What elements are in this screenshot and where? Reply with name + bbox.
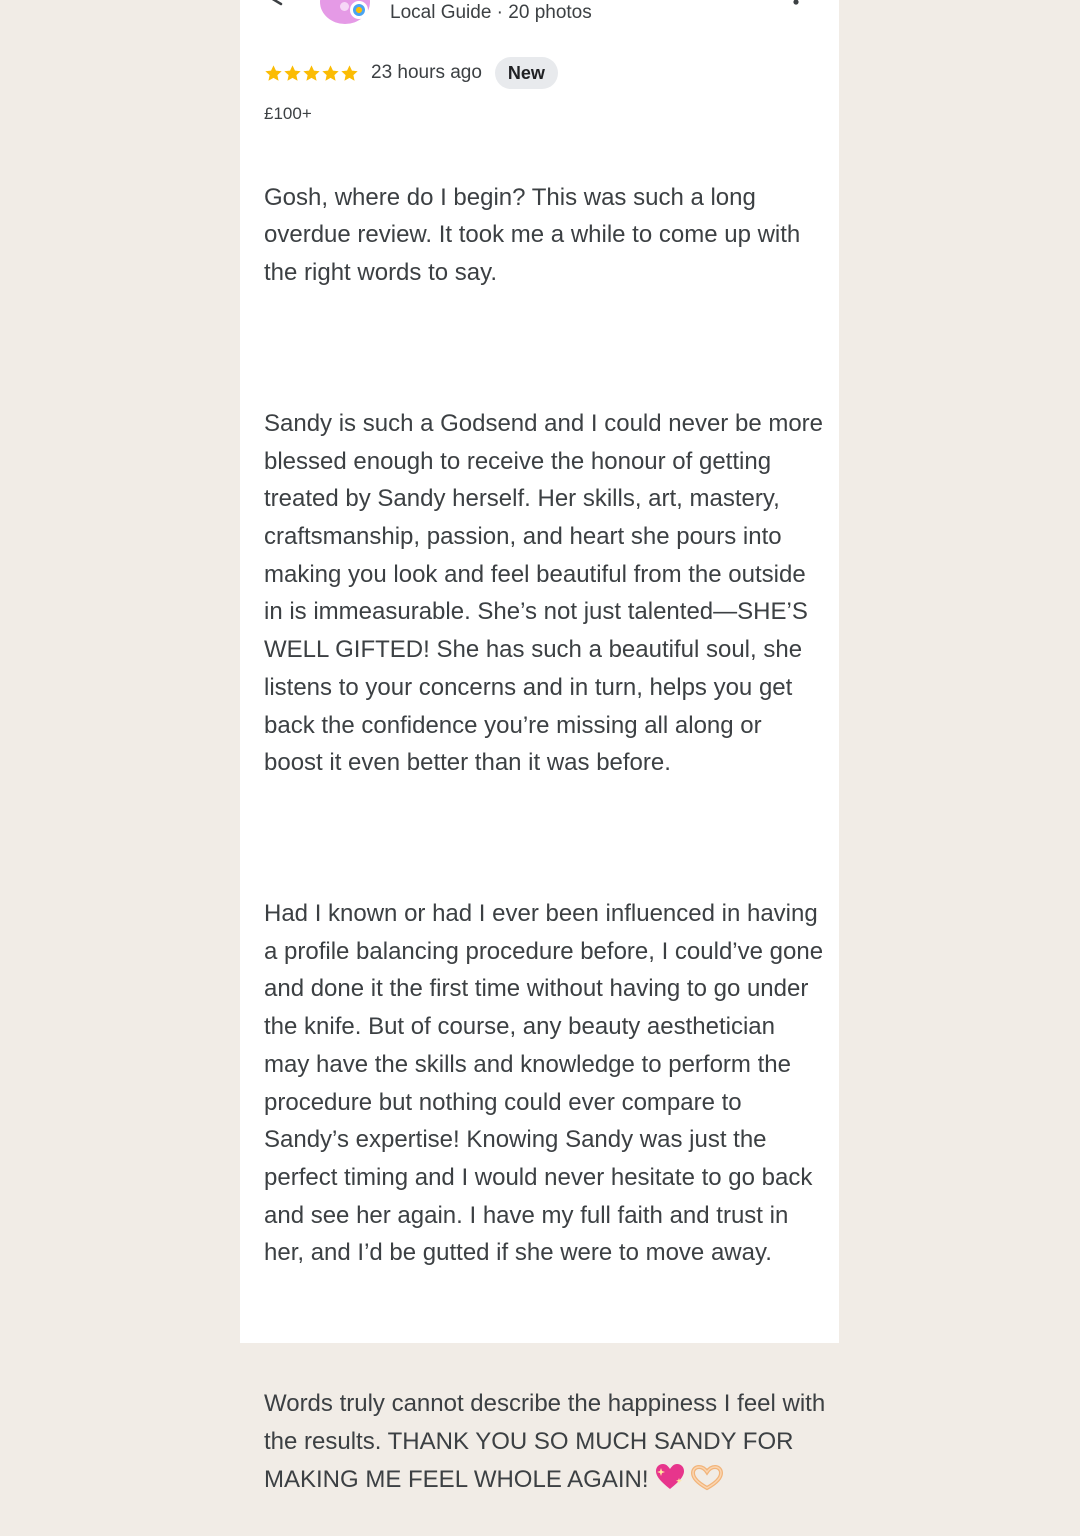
avatar[interactable] bbox=[320, 0, 370, 24]
star-icon bbox=[283, 64, 302, 83]
more-vert-icon[interactable] bbox=[791, 0, 801, 14]
sparkling-heart-emoji bbox=[655, 1463, 685, 1491]
star-icon bbox=[264, 64, 283, 83]
star-icon bbox=[321, 64, 340, 83]
review-paragraph: Sandy is such a Godsend and I could never be more blessed enough to receive the honour of getting treated by Sandy herself. Her skills, art, mastery, craftsmanship, passion, and heart she pours into making you look and feel beautiful from the outside in is immeasurable. She’s not just talented—SHE’S WELL GIFTED! She has such a beautiful soul, she listens to your concerns and in turn, helps you get back the confidence you’re missing all along or boost it even better than it was before. bbox=[264, 409, 824, 777]
new-badge: New bbox=[495, 57, 558, 89]
review-paragraph-text: Words truly cannot describe the happiness I feel with the results. THANK YOU SO MUCH SANDY FOR MAKING ME FEEL WHOLE AGAIN! bbox=[264, 1390, 826, 1493]
review-card bbox=[240, 0, 839, 1493]
heart-hands-emoji bbox=[691, 1465, 723, 1491]
local-guide-info: Local Guide · 20 photos bbox=[390, 2, 592, 23]
local-guide-badge-icon bbox=[350, 1, 368, 19]
star-icon bbox=[302, 64, 321, 83]
price-range: £100+ bbox=[264, 104, 312, 123]
rating-row bbox=[264, 56, 558, 90]
review-paragraph: Gosh, where do I begin? This was such a long overdue review. It took me a while to come up with the right words to say. bbox=[264, 183, 801, 287]
review-paragraph bbox=[264, 1385, 826, 1498]
review-time: 23 hours ago bbox=[371, 62, 482, 83]
back-arrow-icon[interactable] bbox=[267, 0, 297, 12]
star-rating bbox=[264, 64, 359, 83]
review-text bbox=[264, 141, 826, 1536]
star-icon bbox=[340, 64, 359, 83]
avatar-image bbox=[340, 2, 349, 11]
review-paragraph: Had I known or had I ever been influenced in having a profile balancing procedure before, I could’ve gone and done it the first time without having to go under the knife. But of course, any beauty aesthetician may have the skills and knowledge to perform the procedure but nothing could ever compare to Sandy’s expertise! Knowing Sandy was just the perfect timing and I would never hesitate to go back and see her again. I have my full faith and trust in her, and I’d be gutted if she were to move away. bbox=[264, 900, 824, 1267]
